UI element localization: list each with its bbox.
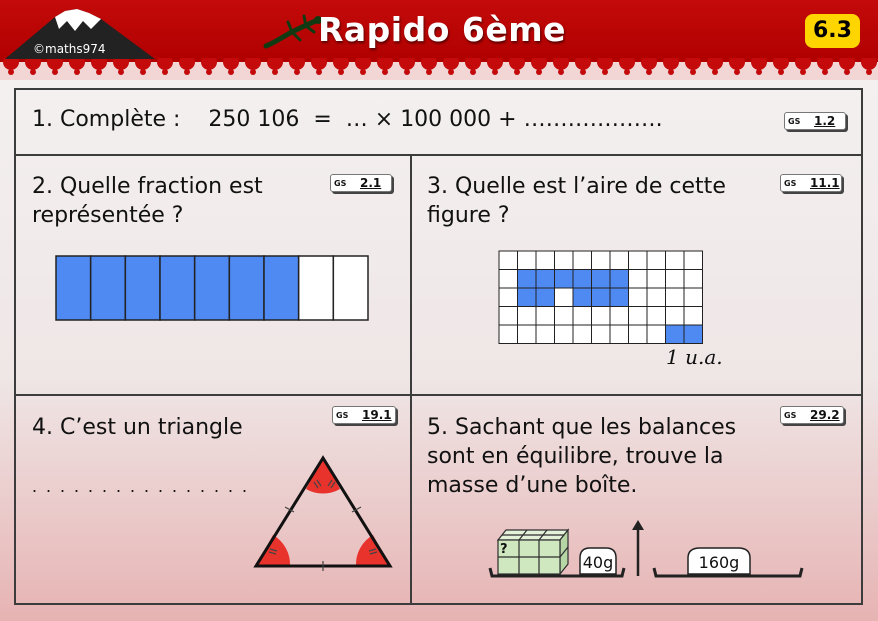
lace-scallop <box>795 58 811 70</box>
lace-dot <box>294 69 300 75</box>
lace-scallop <box>597 58 613 70</box>
grid-cell <box>629 251 648 270</box>
lace-scallop <box>465 58 481 70</box>
grid-cell <box>647 307 666 326</box>
lace-scallop <box>377 58 393 70</box>
lace-scallop <box>839 58 855 70</box>
question-2-line1: 2. Quelle fraction est <box>32 174 263 199</box>
grid-cell-shaded <box>592 270 611 289</box>
lace-dot <box>602 69 608 75</box>
question-1-panel <box>16 90 861 156</box>
grid-cell <box>499 270 518 289</box>
lace-dot <box>866 69 872 75</box>
lace-scallop <box>729 58 745 70</box>
fraction-part <box>125 256 160 320</box>
question-5-line2: sont en équilibre, trouve la <box>427 444 724 469</box>
lace-dot <box>140 69 146 75</box>
grid-cell <box>518 251 537 270</box>
lace-dot <box>74 69 80 75</box>
lace-scallop <box>773 58 789 70</box>
lace-dot <box>624 69 630 75</box>
lace-dot <box>360 69 366 75</box>
grid-cell <box>629 325 648 344</box>
grid-cell <box>684 251 703 270</box>
grid-cell <box>647 251 666 270</box>
lace-dot <box>558 69 564 75</box>
grid-cell <box>555 251 574 270</box>
grid-cell <box>610 307 629 326</box>
lace-dot <box>250 69 256 75</box>
answer-dots: . . . . . . . . . . . . . . . . <box>32 476 250 496</box>
lace-dot <box>470 69 476 75</box>
lace-dot <box>426 69 432 75</box>
lace-scallop <box>267 58 283 70</box>
grid-cell <box>536 325 555 344</box>
grid-cell-shaded <box>684 325 703 344</box>
lace-dot <box>800 69 806 75</box>
gs-tag-q3: GS 11.1 <box>780 174 842 192</box>
question-board <box>14 88 863 605</box>
lace-dot <box>184 69 190 75</box>
grid-cell <box>684 307 703 326</box>
fraction-part <box>299 256 334 320</box>
lace-dot <box>30 69 36 75</box>
question-3-panel <box>412 156 861 396</box>
unit-area-label: 1 u.a. <box>666 345 723 369</box>
lace-scallop <box>707 58 723 70</box>
page-title: Rapido 6ème <box>318 10 567 49</box>
lace-dot <box>206 69 212 75</box>
gecko-icon <box>262 14 322 52</box>
fraction-part <box>229 256 264 320</box>
grid-cell <box>592 307 611 326</box>
lace-scallop <box>487 58 503 70</box>
grid-cell <box>666 270 685 289</box>
lace-scallop <box>619 58 635 70</box>
gs-tag-q2: GS 2.1 <box>330 174 392 192</box>
grid-cell-shaded <box>536 288 555 307</box>
lace-scallop <box>641 58 657 70</box>
lace-dot <box>844 69 850 75</box>
lace-dot <box>448 69 454 75</box>
lace-scallop <box>311 58 327 70</box>
question-2-line2: représentée ? <box>32 203 184 228</box>
grid-cell <box>629 270 648 289</box>
grid-cell <box>499 307 518 326</box>
grid-cell <box>499 251 518 270</box>
grid-cell <box>573 325 592 344</box>
grid-cell <box>610 251 629 270</box>
question-5-panel <box>412 396 861 605</box>
lace-dot <box>734 69 740 75</box>
grid-cell <box>555 325 574 344</box>
grid-cell <box>684 270 703 289</box>
lace-scallop <box>443 58 459 70</box>
lace-scallop <box>553 58 569 70</box>
lace-scallop <box>421 58 437 70</box>
lace-dot <box>118 69 124 75</box>
lace-dot <box>272 69 278 75</box>
grid-cell <box>573 251 592 270</box>
lace-dot <box>338 69 344 75</box>
grid-cell-shaded <box>666 325 685 344</box>
lace-dot <box>96 69 102 75</box>
grid-cell-shaded <box>555 270 574 289</box>
fraction-part <box>333 256 368 320</box>
grid-cell-shaded <box>536 270 555 289</box>
lace-dot <box>382 69 388 75</box>
fraction-part <box>195 256 230 320</box>
weight-160g-label: 160g <box>698 553 740 572</box>
grid-cell <box>592 325 611 344</box>
grid-cell-shaded <box>610 270 629 289</box>
fraction-part <box>264 256 299 320</box>
equilateral-triangle <box>248 448 398 574</box>
grid-cell <box>573 307 592 326</box>
lace-dot <box>690 69 696 75</box>
lace-scallop <box>245 58 261 70</box>
lace-dot <box>162 69 168 75</box>
grid-cell <box>647 325 666 344</box>
grid-cell <box>666 251 685 270</box>
lace-scallop <box>333 58 349 70</box>
lace-scallop <box>509 58 525 70</box>
lace-dot <box>822 69 828 75</box>
lace-dot <box>8 69 14 75</box>
lace-scallop <box>531 58 547 70</box>
lace-scallop <box>399 58 415 70</box>
grid-cell <box>499 325 518 344</box>
question-1-text: 1. Complète : 250 106 = … × 100 000 + ………………. <box>32 107 663 132</box>
grid-cell-shaded <box>518 288 537 307</box>
grid-cell <box>536 251 555 270</box>
grid-cell <box>592 251 611 270</box>
grid-cell <box>647 270 666 289</box>
lace-scallop <box>817 58 833 70</box>
grid-cell-shaded <box>518 270 537 289</box>
grid-cell-shaded <box>592 288 611 307</box>
lace-border <box>0 58 878 80</box>
grid-cell <box>518 325 537 344</box>
lace-dot <box>52 69 58 75</box>
lace-dot <box>536 69 542 75</box>
grid-cell <box>536 307 555 326</box>
grid-cell <box>518 307 537 326</box>
lace-dot <box>228 69 234 75</box>
lace-dot <box>492 69 498 75</box>
lace-dot <box>646 69 652 75</box>
fraction-part <box>56 256 91 320</box>
question-2-panel <box>16 156 412 396</box>
lace-scallop <box>861 58 877 70</box>
fraction-bar <box>54 254 370 322</box>
lace-scallop <box>355 58 371 70</box>
gs-tag-q5: GS 29.2 <box>780 406 844 424</box>
question-4-panel <box>16 396 412 605</box>
lace-dot <box>756 69 762 75</box>
question-3-line1: 3. Quelle est l’aire de cette <box>427 174 726 199</box>
lace-dot <box>668 69 674 75</box>
lace-scallop <box>289 58 305 70</box>
lace-dot <box>316 69 322 75</box>
balance-scale <box>488 520 808 586</box>
question-5-line3: masse d’une boîte. <box>427 473 638 498</box>
exercise-code-badge: 6.3 <box>805 14 860 48</box>
lace-scallop <box>663 58 679 70</box>
unknown-mark: ? <box>500 542 508 557</box>
boxes-stack <box>498 530 568 574</box>
gs-tag-q1: GS 1.2 <box>784 112 846 130</box>
question-4-text: 4. C’est un triangle <box>32 415 243 440</box>
grid-cell <box>666 288 685 307</box>
gs-tag-q4: GS 19.1 <box>332 406 396 424</box>
lace-dot <box>712 69 718 75</box>
area-grid <box>498 250 704 346</box>
grid-cell <box>555 288 574 307</box>
grid-cell <box>629 307 648 326</box>
lace-scallop <box>223 58 239 70</box>
grid-cell <box>555 307 574 326</box>
lace-scallop <box>201 58 217 70</box>
lace-dot <box>778 69 784 75</box>
grid-cell-shaded <box>573 288 592 307</box>
brand-label: ©maths974 <box>33 42 106 56</box>
grid-cell-shaded <box>610 288 629 307</box>
grid-cell <box>610 325 629 344</box>
lace-scallop <box>179 58 195 70</box>
lace-dot <box>514 69 520 75</box>
grid-cell <box>666 307 685 326</box>
question-3-line2: figure ? <box>427 203 510 228</box>
lace-scallop <box>575 58 591 70</box>
grid-cell <box>647 288 666 307</box>
grid-cell <box>684 288 703 307</box>
lace-dot <box>580 69 586 75</box>
grid-cell <box>629 288 648 307</box>
fraction-part <box>160 256 195 320</box>
grid-cell <box>499 288 518 307</box>
weight-40g-label: 40g <box>582 553 614 572</box>
lace-dot <box>404 69 410 75</box>
fraction-part <box>91 256 126 320</box>
question-5-line1: 5. Sachant que les balances <box>427 415 737 440</box>
grid-cell-shaded <box>573 270 592 289</box>
lace-scallop <box>685 58 701 70</box>
lace-scallop <box>751 58 767 70</box>
